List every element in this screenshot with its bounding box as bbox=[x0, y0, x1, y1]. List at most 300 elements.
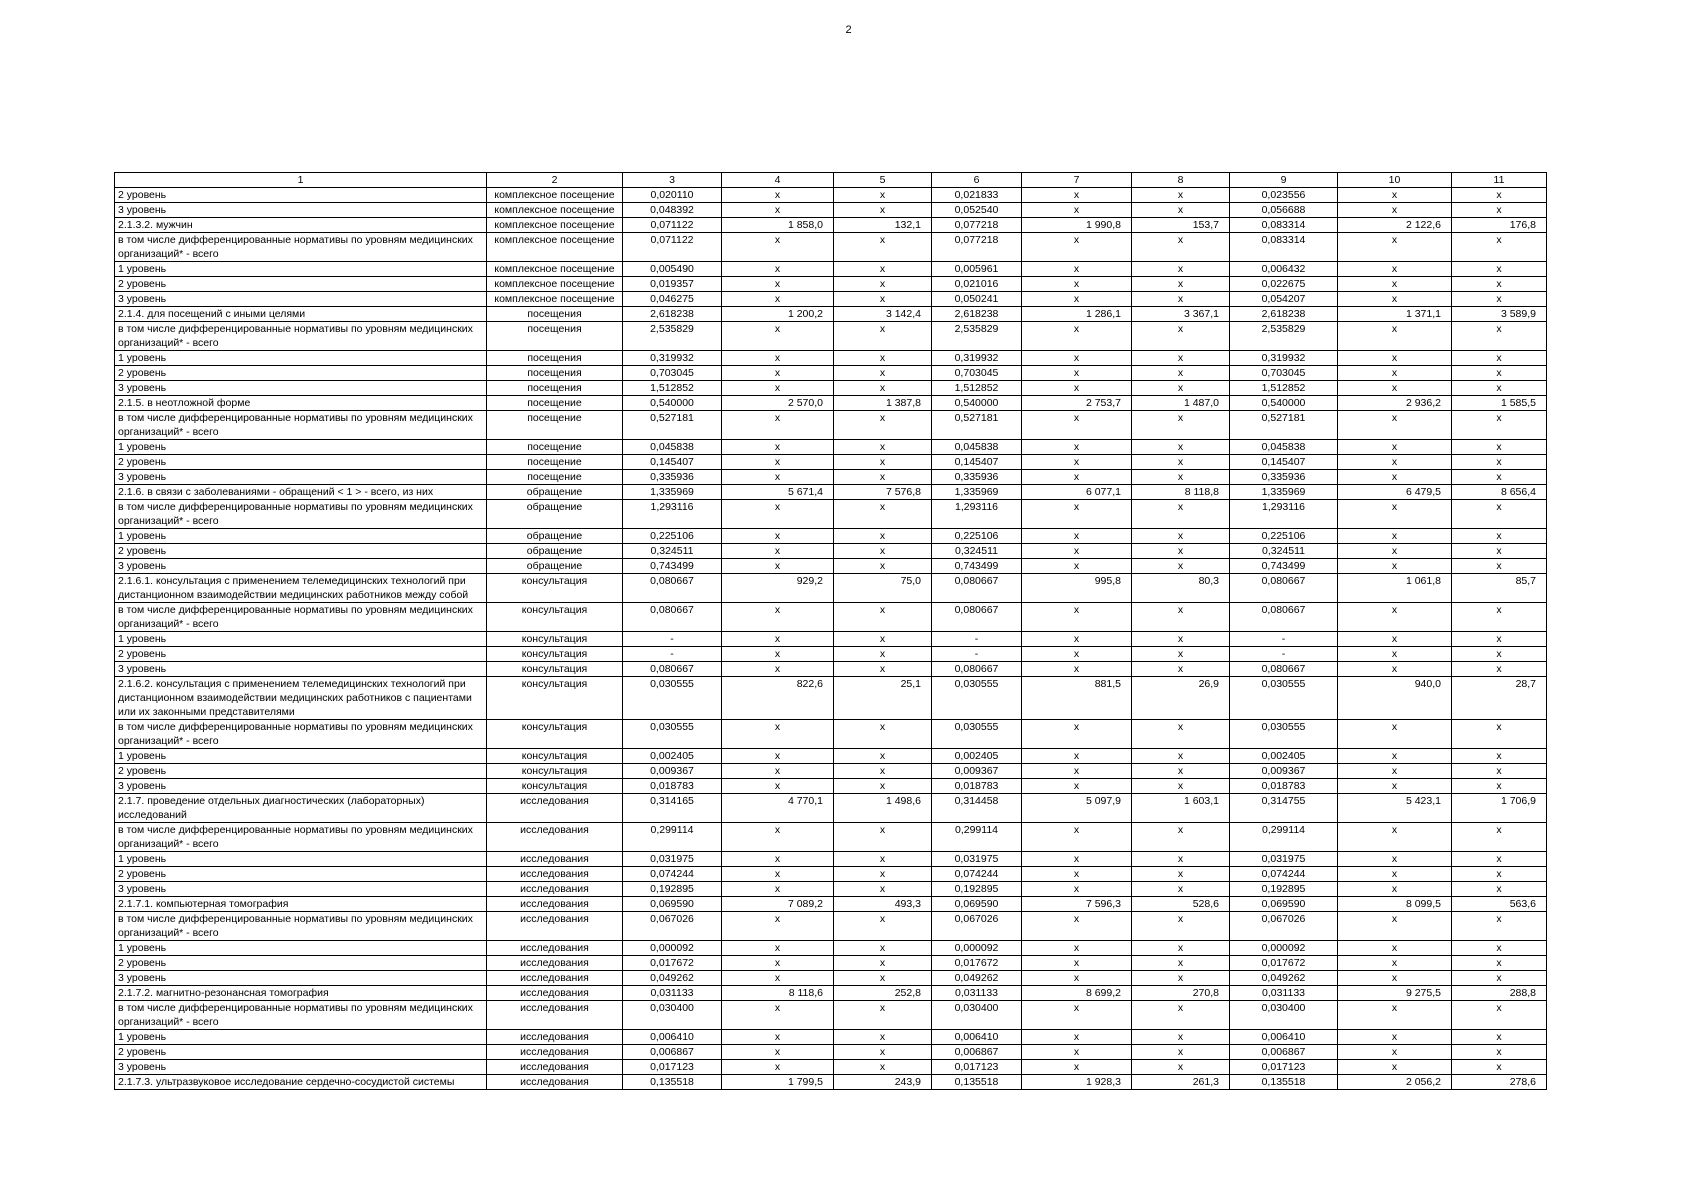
value-cell: х bbox=[722, 852, 834, 867]
value-cell: х bbox=[1022, 500, 1132, 529]
table-row bbox=[115, 396, 1547, 411]
value-cell: 75,0 bbox=[834, 574, 932, 603]
unit-cell: консультация bbox=[487, 749, 623, 764]
value-cell: х bbox=[1022, 971, 1132, 986]
row-label: 2.1.5. в неотложной форме bbox=[115, 396, 487, 411]
row-label: в том числе дифференцированные нормативы по уровням медицинских организаций* - всего bbox=[115, 233, 487, 262]
value-cell: 0,743499 bbox=[932, 559, 1022, 574]
value-cell: 0,031975 bbox=[1230, 852, 1338, 867]
unit-cell: исследования bbox=[487, 1075, 623, 1090]
value-cell: 26,9 bbox=[1132, 677, 1230, 720]
value-cell: 0,324511 bbox=[1230, 544, 1338, 559]
value-cell: х bbox=[1132, 262, 1230, 277]
table-row bbox=[115, 262, 1547, 277]
table-row bbox=[115, 277, 1547, 292]
unit-cell: комплексное посещение bbox=[487, 292, 623, 307]
row-label: 1 уровень bbox=[115, 351, 487, 366]
value-cell: х bbox=[1338, 971, 1452, 986]
value-cell: 0,080667 bbox=[932, 574, 1022, 603]
value-cell: 176,8 bbox=[1452, 218, 1547, 233]
value-cell: х bbox=[1022, 764, 1132, 779]
value-cell: х bbox=[1338, 956, 1452, 971]
value-cell: х bbox=[1338, 647, 1452, 662]
value-cell: 3 367,1 bbox=[1132, 307, 1230, 322]
row-label: 1 уровень bbox=[115, 941, 487, 956]
value-cell: 0,002405 bbox=[623, 749, 722, 764]
value-cell: 0,540000 bbox=[1230, 396, 1338, 411]
unit-cell: посещения bbox=[487, 322, 623, 351]
value-cell: х bbox=[1338, 867, 1452, 882]
value-cell: 563,6 bbox=[1452, 897, 1547, 912]
table-row bbox=[115, 485, 1547, 500]
column-number-6: 6 bbox=[932, 173, 1022, 188]
value-cell: х bbox=[1338, 941, 1452, 956]
value-cell: х bbox=[1022, 544, 1132, 559]
value-cell: х bbox=[1338, 603, 1452, 632]
row-label: 1 уровень bbox=[115, 632, 487, 647]
value-cell: 0,080667 bbox=[623, 574, 722, 603]
value-cell: 0,314755 bbox=[1230, 794, 1338, 823]
value-cell: х bbox=[834, 544, 932, 559]
value-cell: х bbox=[722, 188, 834, 203]
value-cell: х bbox=[1452, 603, 1547, 632]
table-row bbox=[115, 307, 1547, 322]
unit-cell: комплексное посещение bbox=[487, 277, 623, 292]
table-row bbox=[115, 1060, 1547, 1075]
value-cell: 0,019357 bbox=[623, 277, 722, 292]
value-cell: х bbox=[722, 322, 834, 351]
value-cell: х bbox=[1338, 455, 1452, 470]
value-cell: х bbox=[834, 912, 932, 941]
value-cell: х bbox=[1452, 749, 1547, 764]
value-cell: х bbox=[1338, 662, 1452, 677]
value-cell: х bbox=[1132, 411, 1230, 440]
value-cell: х bbox=[1452, 544, 1547, 559]
value-cell: х bbox=[1132, 647, 1230, 662]
table-row bbox=[115, 292, 1547, 307]
value-cell: х bbox=[1452, 867, 1547, 882]
value-cell: х bbox=[1338, 203, 1452, 218]
value-cell: - bbox=[1230, 647, 1338, 662]
table-row bbox=[115, 559, 1547, 574]
value-cell: 0,030555 bbox=[1230, 720, 1338, 749]
value-cell: 7 576,8 bbox=[834, 485, 932, 500]
unit-cell: консультация bbox=[487, 764, 623, 779]
value-cell: 0,080667 bbox=[1230, 603, 1338, 632]
unit-cell: консультация bbox=[487, 779, 623, 794]
value-cell: 2 570,0 bbox=[722, 396, 834, 411]
unit-cell: посещения bbox=[487, 307, 623, 322]
value-cell: 288,8 bbox=[1452, 986, 1547, 1001]
value-cell: х bbox=[1022, 277, 1132, 292]
value-cell: 0,135518 bbox=[1230, 1075, 1338, 1090]
value-cell: х bbox=[834, 411, 932, 440]
value-cell: 0,080667 bbox=[623, 603, 722, 632]
value-cell: х bbox=[834, 720, 932, 749]
row-label: 2.1.6.2. консультация с применением телемедицинских технологий при дистанционном взаимодействии медицинских работников с пациентами или их законными представителями bbox=[115, 677, 487, 720]
value-cell: х bbox=[1452, 1045, 1547, 1060]
unit-cell: посещения bbox=[487, 366, 623, 381]
value-cell: 5 671,4 bbox=[722, 485, 834, 500]
value-cell: 0,006867 bbox=[932, 1045, 1022, 1060]
value-cell: х bbox=[722, 720, 834, 749]
value-cell: 0,335936 bbox=[932, 470, 1022, 485]
value-cell: 0,743499 bbox=[1230, 559, 1338, 574]
value-cell: х bbox=[1452, 529, 1547, 544]
value-cell: х bbox=[1022, 470, 1132, 485]
value-cell: х bbox=[1338, 632, 1452, 647]
value-cell: 0,067026 bbox=[932, 912, 1022, 941]
unit-cell: консультация bbox=[487, 574, 623, 603]
value-cell: 0,145407 bbox=[1230, 455, 1338, 470]
value-cell: 0,018783 bbox=[1230, 779, 1338, 794]
row-label: 2 уровень bbox=[115, 764, 487, 779]
value-cell: х bbox=[834, 867, 932, 882]
value-cell: - bbox=[623, 647, 722, 662]
table-row bbox=[115, 233, 1547, 262]
value-cell: х bbox=[1132, 188, 1230, 203]
value-cell: х bbox=[1338, 500, 1452, 529]
value-cell: 2 753,7 bbox=[1022, 396, 1132, 411]
value-cell: х bbox=[1132, 559, 1230, 574]
value-cell: 9 275,5 bbox=[1338, 986, 1452, 1001]
value-cell: 0,080667 bbox=[932, 662, 1022, 677]
value-cell: х bbox=[1452, 292, 1547, 307]
table-row bbox=[115, 662, 1547, 677]
value-cell: 0,080667 bbox=[932, 603, 1022, 632]
value-cell: х bbox=[1022, 455, 1132, 470]
value-cell: 28,7 bbox=[1452, 677, 1547, 720]
value-cell: х bbox=[1022, 1045, 1132, 1060]
value-cell: х bbox=[834, 262, 932, 277]
value-cell: х bbox=[1338, 277, 1452, 292]
value-cell: х bbox=[1452, 277, 1547, 292]
value-cell: 0,067026 bbox=[623, 912, 722, 941]
column-number-1: 1 bbox=[115, 173, 487, 188]
table-row bbox=[115, 749, 1547, 764]
value-cell: 0,000092 bbox=[623, 941, 722, 956]
value-cell: 1 603,1 bbox=[1132, 794, 1230, 823]
value-cell: 0,319932 bbox=[1230, 351, 1338, 366]
value-cell: х bbox=[1338, 1060, 1452, 1075]
row-label: в том числе дифференцированные нормативы по уровням медицинских организаций* - всего bbox=[115, 912, 487, 941]
value-cell: 6 077,1 bbox=[1022, 485, 1132, 500]
value-cell: 0,023556 bbox=[1230, 188, 1338, 203]
unit-cell: консультация bbox=[487, 632, 623, 647]
value-cell: 1 387,8 bbox=[834, 396, 932, 411]
value-cell: 822,6 bbox=[722, 677, 834, 720]
value-cell: 0,703045 bbox=[932, 366, 1022, 381]
value-cell: х bbox=[1338, 823, 1452, 852]
value-cell: 7 089,2 bbox=[722, 897, 834, 912]
value-cell: 1 061,8 bbox=[1338, 574, 1452, 603]
row-label: 3 уровень bbox=[115, 1060, 487, 1075]
value-cell: х bbox=[834, 779, 932, 794]
row-label: 2 уровень bbox=[115, 1045, 487, 1060]
row-label: 1 уровень bbox=[115, 529, 487, 544]
row-label: 3 уровень bbox=[115, 292, 487, 307]
unit-cell: комплексное посещение bbox=[487, 188, 623, 203]
table-row bbox=[115, 986, 1547, 1001]
value-cell: х bbox=[1022, 720, 1132, 749]
value-cell: 1 487,0 bbox=[1132, 396, 1230, 411]
value-cell: х bbox=[722, 1001, 834, 1030]
table-row bbox=[115, 867, 1547, 882]
value-cell: 0,052540 bbox=[932, 203, 1022, 218]
value-cell: 0,145407 bbox=[623, 455, 722, 470]
value-cell: 8 118,6 bbox=[722, 986, 834, 1001]
value-cell: х bbox=[1132, 470, 1230, 485]
value-cell: х bbox=[834, 852, 932, 867]
row-label: 2.1.3.2. мужчин bbox=[115, 218, 487, 233]
unit-cell: исследования bbox=[487, 823, 623, 852]
table-row bbox=[115, 1001, 1547, 1030]
value-cell: х bbox=[834, 500, 932, 529]
value-cell: х bbox=[834, 632, 932, 647]
value-cell: 0,002405 bbox=[932, 749, 1022, 764]
value-cell: 1,335969 bbox=[932, 485, 1022, 500]
value-cell: 0,045838 bbox=[623, 440, 722, 455]
value-cell: х bbox=[1338, 1045, 1452, 1060]
value-cell: 0,192895 bbox=[932, 882, 1022, 897]
row-label: 3 уровень bbox=[115, 559, 487, 574]
table-row bbox=[115, 411, 1547, 440]
value-cell: х bbox=[1132, 852, 1230, 867]
value-cell: х bbox=[1338, 1001, 1452, 1030]
value-cell: х bbox=[1338, 529, 1452, 544]
value-cell: х bbox=[1132, 1045, 1230, 1060]
value-cell: х bbox=[722, 632, 834, 647]
table-row bbox=[115, 603, 1547, 632]
table-row bbox=[115, 677, 1547, 720]
value-cell: х bbox=[1132, 544, 1230, 559]
value-cell: х bbox=[1022, 440, 1132, 455]
value-cell: 0,080667 bbox=[1230, 662, 1338, 677]
value-cell: х bbox=[1022, 559, 1132, 574]
value-cell: 0,069590 bbox=[932, 897, 1022, 912]
value-cell: 0,000092 bbox=[932, 941, 1022, 956]
unit-cell: консультация bbox=[487, 720, 623, 749]
value-cell: х bbox=[1022, 603, 1132, 632]
value-cell: 0,083314 bbox=[1230, 218, 1338, 233]
value-cell: х bbox=[834, 1030, 932, 1045]
row-label: в том числе дифференцированные нормативы по уровням медицинских организаций* - всего bbox=[115, 500, 487, 529]
value-cell: х bbox=[1452, 779, 1547, 794]
value-cell: х bbox=[1132, 912, 1230, 941]
unit-cell: посещение bbox=[487, 396, 623, 411]
unit-cell: исследования bbox=[487, 956, 623, 971]
value-cell: 1,293116 bbox=[623, 500, 722, 529]
value-cell: х bbox=[1022, 779, 1132, 794]
value-cell: х bbox=[722, 500, 834, 529]
value-cell: х bbox=[1022, 292, 1132, 307]
value-cell: х bbox=[1452, 455, 1547, 470]
value-cell: х bbox=[1338, 351, 1452, 366]
table-row bbox=[115, 956, 1547, 971]
value-cell: х bbox=[722, 277, 834, 292]
value-cell: 0,018783 bbox=[932, 779, 1022, 794]
unit-cell: исследования bbox=[487, 912, 623, 941]
value-cell: х bbox=[722, 1045, 834, 1060]
value-cell: 0,050241 bbox=[932, 292, 1022, 307]
value-cell: 0,540000 bbox=[932, 396, 1022, 411]
value-cell: 0,527181 bbox=[932, 411, 1022, 440]
row-label: 1 уровень bbox=[115, 440, 487, 455]
value-cell: х bbox=[1132, 233, 1230, 262]
value-cell: х bbox=[1338, 912, 1452, 941]
value-cell: х bbox=[834, 351, 932, 366]
value-cell: х bbox=[1452, 912, 1547, 941]
value-cell: х bbox=[1132, 956, 1230, 971]
value-cell: х bbox=[834, 381, 932, 396]
value-cell: х bbox=[1338, 322, 1452, 351]
row-label: 3 уровень bbox=[115, 470, 487, 485]
value-cell: 0,540000 bbox=[623, 396, 722, 411]
value-cell: 80,3 bbox=[1132, 574, 1230, 603]
value-cell: х bbox=[1452, 559, 1547, 574]
row-label: 2.1.7.2. магнитно-резонансная томография bbox=[115, 986, 487, 1001]
value-cell: - bbox=[1230, 632, 1338, 647]
value-cell: х bbox=[1132, 867, 1230, 882]
value-cell: 0,000092 bbox=[1230, 941, 1338, 956]
value-cell: х bbox=[1022, 529, 1132, 544]
value-cell: х bbox=[1338, 852, 1452, 867]
row-label: 3 уровень bbox=[115, 779, 487, 794]
value-cell: х bbox=[834, 764, 932, 779]
row-label: 2.1.7.3. ультразвуковое исследование сердечно-сосудистой системы bbox=[115, 1075, 487, 1090]
value-cell: 0,080667 bbox=[1230, 574, 1338, 603]
value-cell: х bbox=[834, 455, 932, 470]
table-row bbox=[115, 381, 1547, 396]
value-cell: 261,3 bbox=[1132, 1075, 1230, 1090]
value-cell: 0,225106 bbox=[623, 529, 722, 544]
value-cell: 0,031133 bbox=[932, 986, 1022, 1001]
unit-cell: исследования bbox=[487, 986, 623, 1001]
value-cell: 252,8 bbox=[834, 986, 932, 1001]
value-cell: 0,018783 bbox=[623, 779, 722, 794]
column-number-7: 7 bbox=[1022, 173, 1132, 188]
value-cell: х bbox=[1338, 440, 1452, 455]
value-cell: 8 099,5 bbox=[1338, 897, 1452, 912]
row-label: в том числе дифференцированные нормативы по уровням медицинских организаций* - всего bbox=[115, 823, 487, 852]
value-cell: 2 936,2 bbox=[1338, 396, 1452, 411]
value-cell: 270,8 bbox=[1132, 986, 1230, 1001]
value-cell: х bbox=[834, 440, 932, 455]
value-cell: х bbox=[1338, 720, 1452, 749]
value-cell: х bbox=[1022, 912, 1132, 941]
row-label: 1 уровень bbox=[115, 749, 487, 764]
value-cell: 0,527181 bbox=[623, 411, 722, 440]
value-cell: 0,135518 bbox=[623, 1075, 722, 1090]
value-cell: 0,017672 bbox=[932, 956, 1022, 971]
table-header-row bbox=[115, 173, 1547, 188]
unit-cell: обращение bbox=[487, 529, 623, 544]
row-label: в том числе дифференцированные нормативы по уровням медицинских организаций* - всего bbox=[115, 603, 487, 632]
value-cell: х bbox=[1338, 764, 1452, 779]
value-cell: 1 928,3 bbox=[1022, 1075, 1132, 1090]
column-number-4: 4 bbox=[722, 173, 834, 188]
value-cell: х bbox=[1132, 1030, 1230, 1045]
value-cell: 0,017672 bbox=[623, 956, 722, 971]
value-cell: 0,002405 bbox=[1230, 749, 1338, 764]
value-cell: 1 858,0 bbox=[722, 218, 834, 233]
value-cell: 0,192895 bbox=[623, 882, 722, 897]
value-cell: х bbox=[1452, 470, 1547, 485]
unit-cell: исследования bbox=[487, 941, 623, 956]
value-cell: х bbox=[722, 764, 834, 779]
value-cell: х bbox=[722, 956, 834, 971]
value-cell: 0,006410 bbox=[932, 1030, 1022, 1045]
value-cell: х bbox=[1132, 603, 1230, 632]
value-cell: 8 656,4 bbox=[1452, 485, 1547, 500]
table-row bbox=[115, 632, 1547, 647]
value-cell: х bbox=[834, 603, 932, 632]
row-label: 3 уровень bbox=[115, 971, 487, 986]
row-label: 2 уровень bbox=[115, 188, 487, 203]
value-cell: 0,031975 bbox=[932, 852, 1022, 867]
value-cell: 0,006867 bbox=[1230, 1045, 1338, 1060]
value-cell: х bbox=[1338, 544, 1452, 559]
table-row bbox=[115, 203, 1547, 218]
value-cell: х bbox=[1452, 381, 1547, 396]
value-cell: 0,077218 bbox=[932, 233, 1022, 262]
value-cell: 0,005490 bbox=[623, 262, 722, 277]
value-cell: х bbox=[1132, 764, 1230, 779]
value-cell: 0,324511 bbox=[932, 544, 1022, 559]
value-cell: 132,1 bbox=[834, 218, 932, 233]
table-row bbox=[115, 882, 1547, 897]
table-row bbox=[115, 500, 1547, 529]
unit-cell: исследования bbox=[487, 794, 623, 823]
value-cell: 1 200,2 bbox=[722, 307, 834, 322]
value-cell: 0,071122 bbox=[623, 218, 722, 233]
value-cell: х bbox=[1452, 662, 1547, 677]
value-cell: 0,703045 bbox=[1230, 366, 1338, 381]
unit-cell: комплексное посещение bbox=[487, 262, 623, 277]
value-cell: 2 122,6 bbox=[1338, 218, 1452, 233]
unit-cell: исследования bbox=[487, 897, 623, 912]
value-cell: 0,046275 bbox=[623, 292, 722, 307]
value-cell: х bbox=[1132, 662, 1230, 677]
unit-cell: посещение bbox=[487, 440, 623, 455]
value-cell: 2,618238 bbox=[623, 307, 722, 322]
value-cell: 1,512852 bbox=[1230, 381, 1338, 396]
value-cell: 3 142,4 bbox=[834, 307, 932, 322]
value-cell: 2,535829 bbox=[1230, 322, 1338, 351]
table-row bbox=[115, 351, 1547, 366]
value-cell: х bbox=[1132, 203, 1230, 218]
value-cell: х bbox=[722, 455, 834, 470]
row-label: 2 уровень bbox=[115, 366, 487, 381]
value-cell: х bbox=[834, 749, 932, 764]
value-cell: 8 699,2 bbox=[1022, 986, 1132, 1001]
value-cell: 0,299114 bbox=[623, 823, 722, 852]
value-cell: 5 423,1 bbox=[1338, 794, 1452, 823]
value-cell: 0,022675 bbox=[1230, 277, 1338, 292]
value-cell: х bbox=[1022, 749, 1132, 764]
unit-cell: обращение bbox=[487, 485, 623, 500]
value-cell: х bbox=[722, 603, 834, 632]
value-cell: х bbox=[1132, 381, 1230, 396]
value-cell: х bbox=[1452, 322, 1547, 351]
row-label: 3 уровень bbox=[115, 882, 487, 897]
value-cell: 0,225106 bbox=[1230, 529, 1338, 544]
value-cell: х bbox=[834, 662, 932, 677]
table-row bbox=[115, 470, 1547, 485]
row-label: 2.1.6.1. консультация с применением телемедицинских технологий при дистанционном взаимодействии медицинских работников между собой bbox=[115, 574, 487, 603]
value-cell: х bbox=[1338, 470, 1452, 485]
value-cell: х bbox=[1452, 852, 1547, 867]
